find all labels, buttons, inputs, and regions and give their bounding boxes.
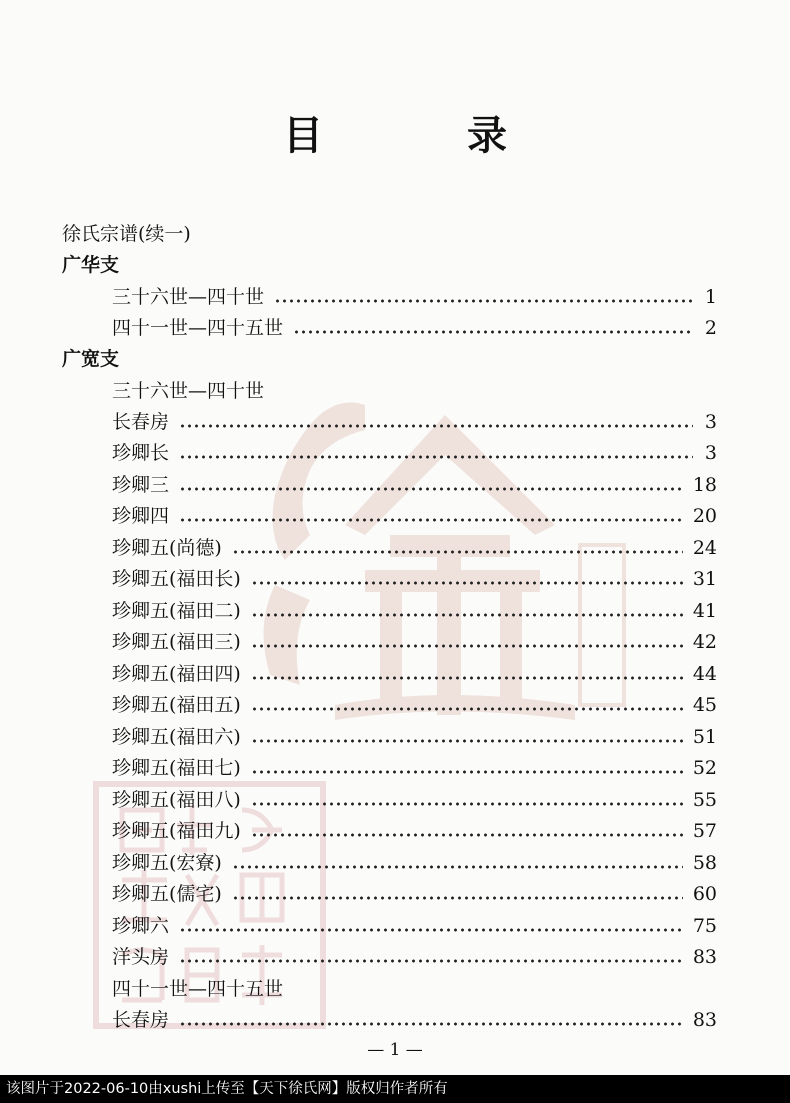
toc-entry-label: 珍卿五(福田二) (112, 600, 241, 622)
toc-entry-label: 珍卿五(宏寮) (112, 852, 222, 874)
toc-entry-page: 2 (704, 317, 717, 339)
toc-entry (112, 819, 717, 843)
toc-entry-page: 24 (692, 537, 717, 559)
toc-entry (112, 599, 717, 623)
toc-entry (112, 630, 717, 654)
leader-dots (251, 802, 683, 806)
toc-entry-label: 珍卿六 (112, 915, 170, 937)
leader-dots (232, 896, 683, 900)
toc-entry-page: 51 (692, 726, 717, 748)
leader-dots (251, 833, 683, 837)
leader-dots (179, 959, 683, 963)
toc-entry (112, 441, 717, 465)
leader-dots (251, 613, 683, 617)
toc-entry-page: 83 (692, 1009, 717, 1031)
toc-entry (112, 536, 717, 560)
toc-entry-label: 珍卿四 (112, 505, 170, 527)
toc-entry-label: 珍卿五(尚德) (112, 537, 222, 559)
toc-entry-page: 3 (704, 442, 717, 464)
leader-dots (232, 550, 683, 554)
toc-entry (112, 410, 717, 434)
toc-entry-label: 珍卿五(福田八) (112, 789, 241, 811)
toc-entry-label: 长春房 (112, 1009, 170, 1031)
toc-entry-page: 52 (692, 757, 717, 779)
leader-dots (251, 581, 683, 585)
toc-entry-label: 珍卿五(福田三) (112, 631, 241, 653)
toc-entry-label: 三十六世—四十世 (112, 286, 265, 308)
toc-entry-page: 20 (692, 505, 717, 527)
subheading-generations-2: 四十一世—四十五世 (112, 978, 284, 1000)
toc-entry-page: 1 (704, 286, 717, 308)
toc-entry (112, 285, 717, 309)
toc-entry-label: 珍卿五(福田六) (112, 726, 241, 748)
toc-entry (112, 316, 717, 340)
toc-entry-label: 珍卿五(福田七) (112, 757, 241, 779)
book-title: 徐氏宗谱(续一) (62, 223, 191, 245)
toc-entry-page: 60 (692, 883, 717, 905)
leader-dots (179, 928, 683, 932)
toc-entry-page: 41 (692, 600, 717, 622)
toc-entry (112, 693, 717, 717)
toc-entry-page: 31 (692, 568, 717, 590)
toc-entry-page: 45 (692, 694, 717, 716)
toc-entry-label: 四十一世—四十五世 (112, 317, 284, 339)
leader-dots (179, 487, 683, 491)
toc-entry (112, 756, 717, 780)
toc-entry (112, 788, 717, 812)
leader-dots (274, 299, 693, 303)
toc-entry (112, 725, 717, 749)
toc-entry (112, 567, 717, 591)
toc-entry-page: 75 (692, 915, 717, 937)
toc-entry-label: 珍卿五(福田四) (112, 663, 241, 685)
leader-dots (232, 865, 683, 869)
leader-dots (179, 424, 693, 428)
leader-dots (251, 707, 683, 711)
toc-entry (112, 945, 717, 969)
leader-dots (293, 330, 693, 334)
leader-dots (179, 1022, 683, 1026)
subheading-generations: 三十六世—四十世 (112, 380, 265, 402)
page-title: 目 录 (283, 113, 559, 159)
toc-entry-label: 珍卿五(福田五) (112, 694, 241, 716)
toc-entry-label: 珍卿五(福田九) (112, 820, 241, 842)
section-heading-guanghua: 广华支 (62, 254, 120, 276)
toc-entry-page: 3 (704, 411, 717, 433)
leader-dots (179, 455, 693, 459)
toc-entry-page: 57 (692, 820, 717, 842)
toc-entry (112, 1008, 717, 1032)
toc-entry-page: 55 (692, 789, 717, 811)
section-heading-guangkuan: 广宽支 (62, 348, 120, 370)
leader-dots (251, 770, 683, 774)
toc-entry-label: 长春房 (112, 411, 170, 433)
upload-notice-bar: 该图片于2022-06-10由xushi上传至【天下徐氏网】版权归作者所有 (0, 1075, 790, 1103)
toc-entry-label: 珍卿三 (112, 474, 170, 496)
toc-entry-label: 珍卿五(儒宅) (112, 883, 222, 905)
toc-entry (112, 473, 717, 497)
page-number: — 1 — (367, 1040, 423, 1060)
toc-entry-page: 83 (692, 946, 717, 968)
toc-entry-label: 珍卿长 (112, 442, 170, 464)
toc-entry-page: 58 (692, 852, 717, 874)
toc-entry-page: 44 (692, 663, 717, 685)
leader-dots (251, 739, 683, 743)
toc-entry-label: 珍卿五(福田长) (112, 568, 241, 590)
toc-entry (112, 851, 717, 875)
toc-entry (112, 662, 717, 686)
toc-entry (112, 882, 717, 906)
leader-dots (251, 644, 683, 648)
leader-dots (179, 518, 683, 522)
toc-entry (112, 504, 717, 528)
toc-entry (112, 914, 717, 938)
toc-entry-page: 42 (692, 631, 717, 653)
toc-entry-page: 18 (692, 474, 717, 496)
toc-entry-label: 洋头房 (112, 946, 170, 968)
leader-dots (251, 676, 683, 680)
